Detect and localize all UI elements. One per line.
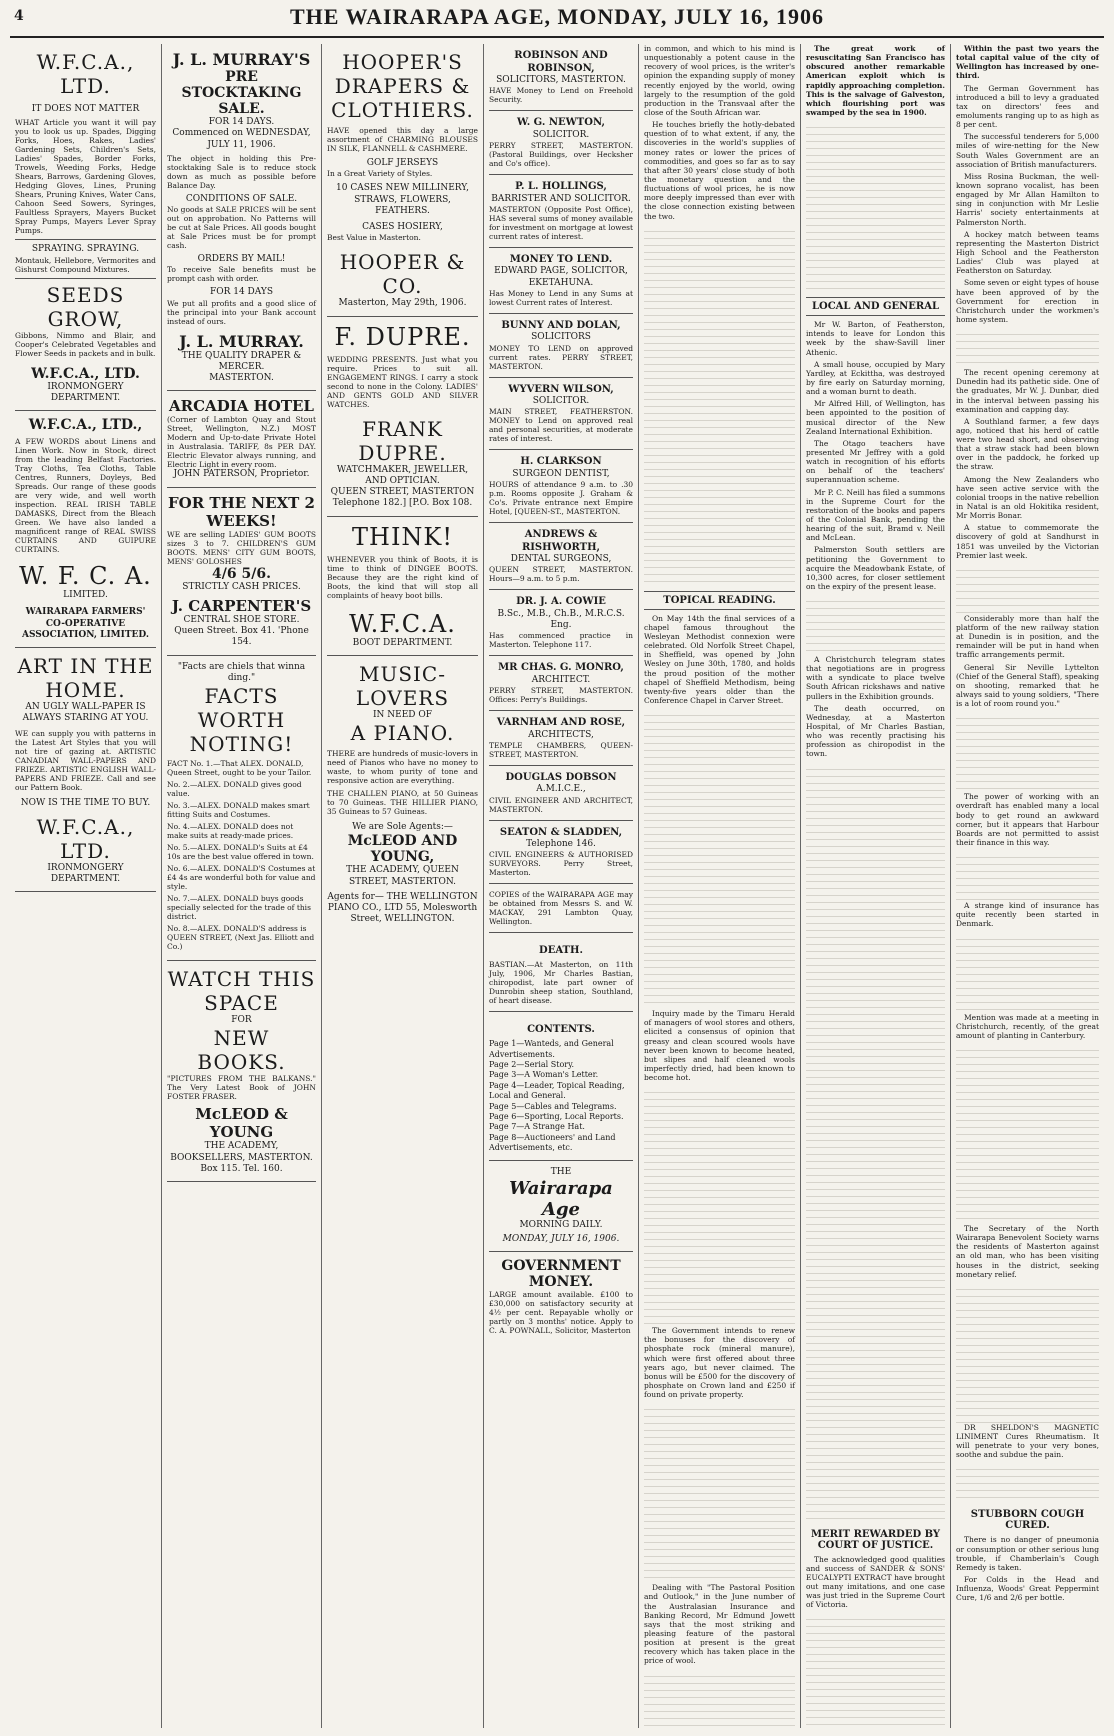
hosiery-cases: CASES HOSIERY, bbox=[362, 222, 443, 232]
local-text-lines-1 bbox=[806, 595, 945, 655]
card-subtitle: BARRISTER AND SOLICITOR. bbox=[491, 193, 631, 204]
seeds-body: Gibbons, Nimmo and Blair, and Cooper's Celebrated Vegetables and Flower Seeds in packets and in bulk. bbox=[15, 330, 156, 358]
linens-body: A FEW WORDS about Linens and Linen Work. Now in Stock, direct from the leading Belfast Factories. Tray Cloths, Tea Cloths, Table Centres, Runners, Doyleys, Bed Spreads. Our range of these goods are very wide, and well worth inspection. REAL IRISH TABLE DAMASKS, Direct from the Bleach Green. We have also landed a magnificent range of REAL SWISS CURTAINS AND GUIPURE CURTAINS. bbox=[15, 437, 156, 554]
golf-body: In a Great Variety of Styles. bbox=[327, 169, 433, 179]
topical-heading: TOPICAL READING. bbox=[644, 591, 795, 610]
col7-para-17: DR SHELDON'S MAGNETIC LINIMENT Cures Rheumatism. It will penetrate to your very bones, soothe and subdue the pain. bbox=[956, 1422, 1099, 1460]
government-money-ad bbox=[489, 1252, 633, 1341]
col7-para-3: The successful tenderers for 5,000 miles of wire-netting for the New South Wales Government are an association of British manufacturers. bbox=[956, 132, 1099, 169]
professional-card bbox=[489, 590, 633, 656]
fact-item: FACT No. 1.—That ALEX. DONALD, Queen Street, ought to be your Tailor. bbox=[167, 759, 312, 777]
card-subtitle: Telephone 146. bbox=[526, 839, 596, 849]
death-notice bbox=[489, 933, 633, 1012]
dept-bottom: IRONMONGERY DEPARTMENT. bbox=[47, 862, 124, 884]
column-5 bbox=[639, 44, 801, 1728]
drapers-heading: DRAPERS & CLOTHIERS. bbox=[331, 74, 474, 122]
card-subtitle: DENTAL SURGEONS, bbox=[510, 554, 612, 564]
card-subtitle: SOLICITOR. bbox=[532, 129, 590, 140]
col7-text-lines-1 bbox=[956, 328, 1099, 368]
murray-signature: J. L. MURRAY. bbox=[179, 331, 304, 351]
wfca-linens-ad bbox=[15, 411, 156, 648]
col7-para-10: A statue to commemorate the discovery of gold at Sandhurst in 1851 was unveiled by the Victorian Premier last week. bbox=[956, 523, 1099, 560]
topical-text-lines-4 bbox=[644, 1670, 795, 1728]
card-name: ANDREWS & RISHWORTH, bbox=[521, 529, 601, 553]
fact-item: No. 2.—ALEX. DONALD gives good value. bbox=[167, 780, 302, 798]
local-para-4: The Otago teachers have presented Mr Jeffrey with a gold watch in recognition of his efforts on behalf of the teachers' superannuation scheme. bbox=[806, 438, 945, 485]
local-para-5: Mr P. C. Neill has filed a summons in the Supreme Court for the restoration of the books and papers of the Colonial Bank, pending the hearing of the suit, Bramd v. Neill and McLean. bbox=[806, 487, 945, 543]
leader-text-lines bbox=[644, 225, 795, 585]
column-7 bbox=[951, 44, 1104, 1728]
fact-item: No. 7.—ALEX. DONALD buys goods specially selected for the trade of this district. bbox=[167, 894, 311, 921]
books-ad bbox=[167, 961, 316, 1182]
card-name: MONEY TO LEND. bbox=[509, 253, 613, 265]
card-body: HOURS of attendance 9 a.m. to .30 p.m. Rooms opposite J. Graham & Co's. Private entrance next Empire Hotel, [QUEEN-ST., MASTERTON. bbox=[489, 480, 633, 516]
spraying-body: Montauk, Hellebore, Vermorites and Gishurst Compound Mixtures. bbox=[15, 255, 156, 274]
carpenter-heading: J. CARPENTER'S bbox=[171, 596, 312, 615]
professional-card bbox=[489, 450, 633, 523]
hooper-body: HAVE opened this day a large assortment of CHARMING BLOUSES IN SILK, FLANNELL & CASHMERE. bbox=[327, 126, 478, 153]
card-name: W. G. NEWTON, bbox=[517, 117, 605, 129]
card-subtitle: SOLICITORS bbox=[531, 332, 591, 343]
contents-item: Page 8—Auctioneers' and Land Advertisements, etc. bbox=[489, 1132, 616, 1153]
topical-text-lines-1 bbox=[644, 709, 795, 1009]
topical-text-lines-3 bbox=[644, 1403, 795, 1583]
facts-list bbox=[167, 759, 316, 951]
card-name: MR CHAS. G. MONRO, bbox=[498, 662, 624, 674]
sole-agents: We are Sole Agents:— bbox=[352, 822, 453, 832]
frank-telephone: Telephone 182.] [P.O. Box 108. bbox=[332, 498, 473, 509]
col7-para-1: Within the past two years the total capital value of the city of Wellington has increased by one-third. bbox=[956, 44, 1099, 81]
new-books: NEW BOOKS. bbox=[197, 1026, 286, 1075]
wfca-limited: LIMITED. bbox=[63, 590, 108, 600]
local-para-1: Mr W. Barton, of Featherston, intends to leave for London this week by the shaw-Savill liner Athenic. bbox=[806, 320, 945, 357]
murray-heading: J. L. MURRAY'S bbox=[172, 50, 311, 69]
dupre-ad bbox=[327, 317, 478, 517]
trade-heading: IT DOES NOT MATTER bbox=[31, 104, 140, 114]
card-body: CIVIL ENGINEERS & AUTHORISED SURVEYORS. Perry Street, Masterton. bbox=[489, 850, 633, 878]
nameplate-date: MONDAY, JULY 16, 1906. bbox=[502, 1234, 620, 1245]
card-body: MAIN STREET, FEATHERSTON. MONEY to Lend on approved real and personal securities, at moderate rates of interest. bbox=[489, 407, 633, 444]
hooper-co: HOOPER & CO. bbox=[339, 250, 466, 299]
carpenter-store: CENTRAL SHOE STORE. bbox=[183, 614, 300, 625]
golf-jerseys: GOLF JERSEYS bbox=[366, 158, 439, 168]
think-body: WHENEVER you think of Boots, it is time to think of DINGEE BOOTS. Because they are the right kind of Boots, the kind that will stop all complaints of heavy boot bills. bbox=[327, 554, 478, 600]
local-para-6: Palmerston South settlers are petitioning the Government to acquire the Meadowbank Estate, of 10,300 acres, for closer settlement on the expiry of the present lease. bbox=[806, 545, 945, 591]
paper-nameplate bbox=[489, 1161, 633, 1253]
merit-body: The acknowledged good qualities and success of SANDER & SONS' EUCALYPTI EXTRACT have brought out many imitations, and one case was just tried in the Supreme Court of Victoria. bbox=[806, 1554, 945, 1610]
piano-models: THE CHALLEN PIANO, at 50 Guineas to 70 Guineas. THE HILLIER PIANO, 35 Guineas to 57 Guineas. bbox=[327, 789, 478, 816]
hooper-date: Masterton, May 29th, 1906. bbox=[338, 298, 467, 309]
ironmongery-dept: IRONMONGERY DEPARTMENT. bbox=[47, 381, 124, 403]
professional-card bbox=[489, 248, 633, 314]
card-body: PERRY STREET, MASTERTON. (Pastoral Buildings, over Hecksher and Co's office). bbox=[489, 141, 633, 168]
column-1 bbox=[10, 44, 162, 1728]
govt-body: LARGE amount available. £100 to £30,000 on satisfactory security at 4½ per cent. Repayable wholly or partly on 3 months' notice. Apply to C. A. POWNALL, Solicitor, Masterton bbox=[489, 1290, 633, 1336]
card-body: Has commenced practice in Masterton. Telephone 117. bbox=[489, 631, 633, 650]
piano-ad bbox=[327, 656, 478, 932]
professional-card bbox=[489, 821, 633, 885]
col7-para-6: Some seven or eight types of house have been approved of by the Government for erection in Christchurch under the workmen's home system. bbox=[956, 278, 1099, 324]
merit-heading: MERIT REWARDED BY COURT OF JUSTICE. bbox=[810, 1528, 941, 1551]
card-body: Has Money to Lend in any Sums at lowest Current rates of Interest. bbox=[489, 288, 633, 307]
card-name: WYVERN WILSON, bbox=[508, 383, 614, 395]
conditions-body: No goods at SALE PRICES will be sent out on approbation. No Patterns will be cut at Sale Prices. All goods bought at Sale Prices must be for prompt cash. bbox=[167, 205, 316, 250]
copies-body: COPIES of the WAIRARAPA AGE may be obtained from Messrs S. and W. MACKAY, 291 Lambton Quay, Wellington. bbox=[489, 890, 633, 927]
frank-subtitle: WATCHMAKER, JEWELLER, AND OPTICIAN. bbox=[336, 464, 469, 486]
fact-item: No. 8.—ALEX. DONALD'S address is QUEEN STREET, (Next Jas. Elliott and Co.) bbox=[167, 924, 315, 951]
think-heading: THINK! bbox=[352, 522, 453, 551]
professional-card bbox=[489, 656, 633, 711]
col7-text-lines-4 bbox=[956, 851, 1099, 901]
professional-card bbox=[489, 44, 633, 111]
farmers-association: WAIRARAPA FARMERS' CO-OPERATIVE ASSOCIATION, LIMITED. bbox=[21, 607, 150, 640]
card-body: CIVIL ENGINEER AND ARCHITECT, MASTERTON. bbox=[489, 795, 633, 814]
piano-company: Agents for— THE WELLINGTON PIANO CO., LTD 55, Molesworth Street, WELLINGTON. bbox=[327, 891, 478, 925]
wfca-title: W.F.C.A., LTD. bbox=[36, 50, 135, 98]
conditions-heading: CONDITIONS OF SALE. bbox=[185, 193, 298, 204]
contents-item: Page 5—Cables and Telegrams. bbox=[489, 1101, 617, 1111]
donald-facts-ad bbox=[167, 656, 316, 962]
col7-text-lines-7 bbox=[956, 1283, 1099, 1423]
card-subtitle: SOLICITORS, MASTERTON. bbox=[496, 75, 626, 85]
topical-para-1: On May 14th the final services of a chapel famous throughout the Wesleyan Methodist connexion were celebrated. Old Norfolk Street Chapel, in Sheffield, was opened by John Wesley on June 30th, 1780, and holds the proud position of the mother chapel of Sheffield Methodism, being twenty-five years older than the Conference Chapel in Carver Street. bbox=[644, 613, 795, 705]
topical-para-4: Dealing with "The Pastoral Position and Outlook," in the June number of the Australasian Insurance and Banking Record, Mr Edmund Jowett says that the most striking and pleasing feature of the pastoral position at present is the great recovery which has taken place in the price of wool. bbox=[644, 1583, 795, 1666]
contents-item: Page 1—Wanteds, and General Advertisements. bbox=[489, 1039, 614, 1059]
topical-para-3: The Government intends to renew the bonuses for the discovery of phosphate rock (mineral manure), which were first offered about three years ago, but never claimed. The bonus will be £500 for the discovery of phosphate on Crown land and £250 if found on private property. bbox=[644, 1326, 795, 1400]
topical-para-2: Inquiry made by the Timaru Herald of managers of wool stores and others, elicited a consensus of opinion that greasy and clean scoured wools have never been known to become heated, but slipes and half cleaned wools imperfectly dried, had been known to become hot. bbox=[644, 1009, 795, 1083]
card-subtitle: EDWARD PAGE, SOLICITOR, EKETAHUNA. bbox=[494, 266, 628, 288]
murray-town: MASTERTON. bbox=[209, 373, 274, 383]
professional-card bbox=[489, 766, 633, 821]
local-heading: LOCAL AND GENERAL bbox=[806, 297, 945, 316]
card-name: BUNNY AND DOLAN, bbox=[501, 319, 621, 331]
now-time-to-buy: NOW IS THE TIME TO BUY. bbox=[20, 797, 151, 808]
card-subtitle: B.Sc., M.B., Ch.B., M.R.C.S. Eng. bbox=[497, 608, 625, 630]
draper-line: THE QUALITY DRAPER & MERCER. bbox=[181, 350, 302, 372]
card-body: TEMPLE CHAMBERS, QUEEN-STREET, MASTERTON. bbox=[489, 740, 633, 759]
spraying-heading: SPRAYING. SPRAYING. bbox=[31, 244, 140, 255]
govt-heading: GOVERNMENT MONEY. bbox=[501, 1258, 621, 1291]
contents-list bbox=[489, 1039, 633, 1153]
contents-box bbox=[489, 1012, 633, 1160]
card-subtitle: ARCHITECTS, bbox=[528, 729, 594, 740]
card-body: PERRY STREET, MASTERTON. Offices: Perry's Buildings. bbox=[489, 686, 633, 704]
facts-heading: FACTS WORTH NOTING! bbox=[189, 684, 294, 756]
card-subtitle: A.M.I.C.E., bbox=[536, 784, 586, 795]
days14-heading: FOR 14 DAYS bbox=[209, 287, 274, 298]
arcadia-proprietor: JOHN PATERSON, Proprietor. bbox=[173, 469, 310, 480]
wfca-bottom: W.F.C.A., LTD. bbox=[36, 814, 135, 863]
nameplate-title: Wairarapa Age bbox=[509, 1177, 613, 1220]
mcleod-young: McLEOD & YOUNG bbox=[195, 1105, 288, 1142]
contents-item: Page 3—A Woman's Letter. bbox=[489, 1070, 599, 1080]
carpenter-shoe-ad bbox=[167, 488, 316, 656]
linens-heading: W.F.C.A., LTD., bbox=[28, 417, 143, 433]
millinery-cases: 10 CASES NEW MILLINERY, STRAWS, FLOWERS, FEATHERS. bbox=[336, 183, 469, 216]
arcadia-hotel-ad bbox=[167, 391, 316, 487]
fact-item: No. 3.—ALEX. DONALD makes smart fitting Suits and Costumes. bbox=[167, 801, 310, 819]
arcadia-body: (Corner of Lambton Quay and Stout Street, Wellington, N.Z.) MOST Modern and Up-to-date Private Hotel in Australasia. TARIFF, 8s PER DAY. Electric Elevator always running, and Electric Light in every room. bbox=[167, 415, 316, 470]
col7-para-9: Among the New Zealanders who have seen active service with the colonial troops in the native rebellion in Natal is an old Hokitika resident, Mr Morris Bonar. bbox=[956, 474, 1099, 521]
orders-body: To receive Sale benefits must be prompt cash with order. bbox=[167, 265, 316, 284]
card-body: MONEY TO LEND on approved current rates. PERRY STREET, MASTERTON. bbox=[489, 343, 633, 371]
col7-para-15: Mention was made at a meeting in Christchurch, recently, of the great amount of planting in Canterbury. bbox=[956, 1012, 1099, 1040]
card-body: QUEEN STREET, MASTERTON. Hours—9 a.m. to 5 p.m. bbox=[489, 565, 633, 584]
dupre-body: WEDDING PRESENTS. Just what you require. Prices to suit all. ENGAGEMENT RINGS. I carry a stock second to none in the Colony. LADIES' AND GENTS GOLD AND SILVER WATCHES. bbox=[327, 354, 478, 409]
stubborn-heading: STUBBORN COUGH CURED. bbox=[970, 1509, 1085, 1532]
column-2 bbox=[162, 44, 322, 1728]
copies-notice bbox=[489, 884, 633, 933]
col7-text-lines-5 bbox=[956, 933, 1099, 1013]
fact-item: No. 6.—ALEX. DONALD'S Costumes at £4 4s are wonderful both for value and style. bbox=[167, 864, 316, 891]
carpenter-address: Queen Street. Box 41. 'Phone 154. bbox=[174, 626, 309, 648]
professional-card bbox=[489, 111, 633, 175]
fact-item: No. 4.—ALEX. DONALD does not make suits at ready-made prices. bbox=[167, 822, 294, 840]
card-subtitle: SURGEON DENTIST, bbox=[512, 468, 610, 479]
sale-days: FOR 14 DAYS. bbox=[208, 117, 275, 127]
card-subtitle: SOLICITOR. bbox=[532, 396, 590, 406]
mcleod-sub: THE ACADEMY, QUEEN STREET, MASTERTON. bbox=[346, 865, 459, 887]
art-body: WE can supply you with patterns in the Latest Art Styles that you will not tire of gazing at. ARTISTIC CANADIAN WALL-PAPERS AND FRIEZE. ARTISTIC ENGLISH WALL-PAPERS AND FRIEZE. Call and see our Pattern Book. bbox=[15, 728, 156, 792]
nameplate-daily: MORNING DAILY. bbox=[519, 1219, 603, 1230]
card-name: DR. J. A. COWIE bbox=[516, 596, 606, 608]
wfca-boot: W.F.C.A. bbox=[349, 609, 456, 638]
column-6 bbox=[801, 44, 951, 1728]
col7-para-5: A hockey match between teams representing the Masterton District High School and the Featherston Ladies' Club was played at Featherston on Saturday. bbox=[956, 229, 1099, 276]
card-name: ROBINSON AND ROBINSON, bbox=[514, 50, 608, 74]
topical-text-lines-2 bbox=[644, 1086, 795, 1326]
col7-text-lines-8 bbox=[956, 1463, 1099, 1503]
professional-card bbox=[489, 378, 633, 451]
watch-space: WATCH THIS SPACE bbox=[167, 967, 316, 1015]
books-body: "PICTURES FROM THE BALKANS." The Very Latest Book of JOHN FOSTER FRASER. bbox=[167, 1074, 316, 1102]
music-sub: IN NEED OF bbox=[372, 709, 432, 720]
card-name: H. CLARKSON bbox=[520, 456, 602, 468]
card-name: VARNHAM AND ROSE, bbox=[496, 717, 626, 728]
col7-para-14: A strange kind of insurance has quite recently been started in Denmark. bbox=[956, 901, 1099, 929]
contents-item: Page 4—Leader, Topical Reading, Local and General. bbox=[489, 1080, 625, 1101]
professional-card bbox=[489, 711, 633, 766]
galveston-para: The great work of resuscitating San Francisco has obscured another remarkable American exploit which is rapidly approaching completion. This is the salvage of Galveston, which flourishing port was swamped by the sea in 1900. bbox=[806, 44, 945, 117]
piano-body: THERE are hundreds of music-lovers in need of Pianos who have no money to waste, to whom purity of tone and responsive action are everything. bbox=[327, 749, 478, 785]
merit-text-lines bbox=[806, 1613, 945, 1728]
col7-para-12: General Sir Neville Lyttelton (Chief of the General Staff), speaking on shooting, remarked that he always said to young soldiers, "There is a lot of room round you." bbox=[956, 662, 1099, 709]
art-in-home-ad bbox=[15, 648, 156, 892]
newspaper-columns bbox=[10, 44, 1104, 1728]
col7-para-11: Considerably more than half the platform of the new railway station at Dunedin is in position, and the remainder will be put in hand when traffic arrangements permit. bbox=[956, 613, 1099, 660]
ironmongery-title: W.F.C.A., LTD. bbox=[31, 365, 140, 382]
seeds-heading: SEEDS GROW, bbox=[46, 282, 125, 331]
sale-date: Commenced on WEDNESDAY, JULY 11, 1906. bbox=[172, 128, 311, 150]
nameplate-the: THE bbox=[550, 1166, 572, 1177]
card-name: SEATON & SLADDEN, bbox=[499, 826, 623, 838]
leader-para-2: He touches briefly the hotly-debated question of to what extent, if any, the discoveries in the world's supplies of money rates or lower the prices of commodities, and goes so far as to say that after 30 years' close study of both the monetary question and the fluctuations of wool prices, he is now more deeply impressed than ever with the close connection existing between the two. bbox=[644, 120, 795, 221]
wfca-big: W. F. C. A. bbox=[19, 562, 152, 590]
local-para-8: The death occurred, on Wednesday, at a Masterton Hospital, of Mr Charles Bastian, who was recently practising his profession as chiropodist in the town. bbox=[806, 703, 945, 759]
card-body: HAVE Money to Lend on Freehold Security. bbox=[489, 86, 633, 105]
orders-heading: ORDERS BY MAIL! bbox=[197, 254, 286, 264]
col7-para-4: Miss Rosina Buckman, the well-known soprano vocalist, has been engaged by Mr Allan Hamilton to sing in conjunction with Mr Leslie Harris' society entertainments at Palmerston North. bbox=[956, 171, 1099, 227]
col7-para-2: The German Government has introduced a bill to levy a graduated tax on directors' fees and emoluments ranging up to as high as 8 per cent. bbox=[956, 83, 1099, 130]
leader-para-1: in common, and which to his mind is unquestionably a potent cause in the recovery of wool prices, is the writer's opinion the expanding supply of money recently enjoyed by the world, owing largely to the resumption of the gold production in the Transvaal after the close of the South African war. bbox=[644, 44, 795, 117]
local-para-3: Mr Alfred Hill, of Wellington, has been appointed to the position of musical director of the New Zealand International Exhibition. bbox=[806, 399, 945, 436]
goloshes-prices: 4/6 5/6. bbox=[212, 565, 271, 582]
frank-address: QUEEN STREET, MASTERTON bbox=[330, 487, 475, 497]
wfca-tools-ad bbox=[15, 44, 156, 411]
best-value: Best Value in Masterton. bbox=[327, 233, 421, 243]
murray-sale-ad bbox=[167, 44, 316, 391]
professional-card bbox=[489, 314, 633, 378]
local-para-7: A Christchurch telegram states that negotiations are in progress with a syndicate to place twelve South African rickshaws and native pullers in the Exhibition grounds. bbox=[806, 655, 945, 701]
frank-dupre: FRANK DUPRE. bbox=[358, 416, 447, 465]
professional-card bbox=[489, 523, 633, 590]
days14-body: We put all profits and a good slice of the principal into your Bank account instead of ours. bbox=[167, 298, 316, 326]
contents-item: Page 6—Sporting, Local Reports. bbox=[489, 1111, 624, 1121]
column-4 bbox=[484, 44, 639, 1728]
contents-heading: CONTENTS. bbox=[527, 1024, 595, 1036]
mcleod-young-agents: McLEOD AND YOUNG, bbox=[347, 833, 458, 866]
masthead: THE WAIRARAPA AGE, MONDAY, JULY 16, 1906 bbox=[289, 4, 825, 29]
col7-text-lines-2 bbox=[956, 564, 1099, 614]
card-body: MASTERTON (Opposite Post Office), HAS several sums of money available for investment on mortgage at lowest current rates of interest. bbox=[489, 204, 633, 241]
local-para-2: A small house, occupied by Mary Yardley, at Eckittha, was destroyed by fire early on Saturday morning, and a woman burnt to death. bbox=[806, 359, 945, 397]
galveston-text-lines bbox=[806, 121, 945, 291]
art-subheading: AN UGLY WALL-PAPER IS ALWAYS STARING AT YOU. bbox=[22, 702, 149, 724]
next-weeks-body: WE are selling LADIES' GUM BOOTS sizes 3 to 7. CHILDREN'S GUM BOOTS. MENS' CITY GUM BOOTS, MENS' GOLOSHES bbox=[167, 529, 316, 566]
stubborn-body: There is no danger of pneumonia or consumption or other serious lung trouble, if Chamberlain's Cough Remedy is taken. bbox=[956, 1535, 1099, 1572]
contents-item: Page 2—Serial Story. bbox=[489, 1060, 575, 1070]
music-lovers: MUSIC-LOVERS bbox=[355, 661, 450, 710]
think-boots-ad bbox=[327, 517, 478, 656]
col7-text-lines-3 bbox=[956, 712, 1099, 792]
boot-department: BOOT DEPARTMENT. bbox=[352, 637, 453, 648]
next-weeks-heading: FOR THE NEXT 2 WEEKS! bbox=[168, 493, 315, 530]
column-3 bbox=[322, 44, 484, 1728]
fact-item: No. 5.—ALEX. DONALD's Suits at £4 10s are the best value offered in town. bbox=[167, 843, 314, 861]
col7-para-16: The Secretary of the North Wairarapa Benevolent Society warns the residents of Masterton against an old man, who has been visiting houses in the district, seeking monetary relief. bbox=[956, 1223, 1099, 1279]
a-piano: A PIANO. bbox=[350, 721, 455, 745]
hooper-ad bbox=[327, 44, 478, 317]
masthead-rule bbox=[10, 36, 1104, 38]
academy-line: THE ACADEMY, BOOKSELLERS, MASTERTON. Box 115. Tel. 160. bbox=[170, 1141, 313, 1174]
card-subtitle: ARCHITECT. bbox=[531, 674, 591, 685]
colds-body: For Colds in the Head and Influenza, Woods' Great Peppermint Cure, 1/6 and 2/6 per bottle. bbox=[956, 1574, 1099, 1603]
col7-text-lines-6 bbox=[956, 1044, 1099, 1224]
page-number: 4 bbox=[14, 8, 24, 24]
sale-heading: PRE STOCKTAKING SALE. bbox=[181, 69, 302, 117]
sale-body: The object in holding this Pre-stocktaking Sale is to reduce stock down as much as possible before Balance Day. bbox=[167, 153, 316, 190]
col7-para-13: The power of working with an overdraft has enabled many a local body to get round an awkward corner, but it appears that Harbour Boards are not permitted to assist their finance in this way. bbox=[956, 792, 1099, 847]
professional-cards bbox=[489, 44, 633, 884]
arcadia-heading: ARCADIA HOTEL bbox=[169, 397, 314, 416]
dupre-heading: F. DUPRE. bbox=[334, 322, 471, 351]
col7-para-7: The recent opening ceremony at Dunedin had its pathetic side. One of the graduates, Mr W. J. Dunbar, died in the interval between passing his examination and capping day. bbox=[956, 368, 1099, 414]
death-body: BASTIAN.—At Masterton, on 11th July, 1906, Mr Charles Bastian, chiropodist, late part owner of Dunrobin sheep station, Southland, of heart disease. bbox=[489, 960, 633, 1006]
hooper-heading: HOOPER'S bbox=[342, 50, 463, 74]
local-text-lines-2 bbox=[806, 763, 945, 1523]
strict-cash: STRICTLY CASH PRICES. bbox=[182, 581, 301, 592]
facts-tagline: "Facts are chiels that winna ding." bbox=[177, 661, 306, 683]
col7-para-8: A Southland farmer, a few days ago, noticed that his herd of cattle were two head short, and observing that a straw stack had been blown over in the paddock, he forked up the straw. bbox=[956, 416, 1099, 472]
trade-body: WHAT Article you want it will pay you to look us up. Spades, Digging Forks, Hoes, Rakes, Ladies' Gardening Sets, Children's Sets, Ladies' Spades, Border Forks, Trowels, Weeding Forks, Hedge Shears, Barrows, Gardening Gloves, Hedging Gloves, Lines, Pruning Shears, Pruning Knives, Water Cans, Cahoon Seed Sowers, Syringes, Faultless Sprayers, Mayers Bucket Spray Pumps, Mayers Lever Spray Pumps. bbox=[15, 118, 156, 236]
card-name: P. L. HOLLINGS, bbox=[515, 181, 607, 192]
card-name: DOUGLAS DOBSON bbox=[505, 771, 617, 783]
art-heading: ART IN THE HOME. bbox=[17, 654, 154, 702]
death-heading: DEATH. bbox=[539, 945, 583, 957]
contents-item: Page 7—A Strange Hat. bbox=[489, 1122, 585, 1132]
professional-card bbox=[489, 175, 633, 248]
books-for: FOR bbox=[231, 1015, 252, 1025]
